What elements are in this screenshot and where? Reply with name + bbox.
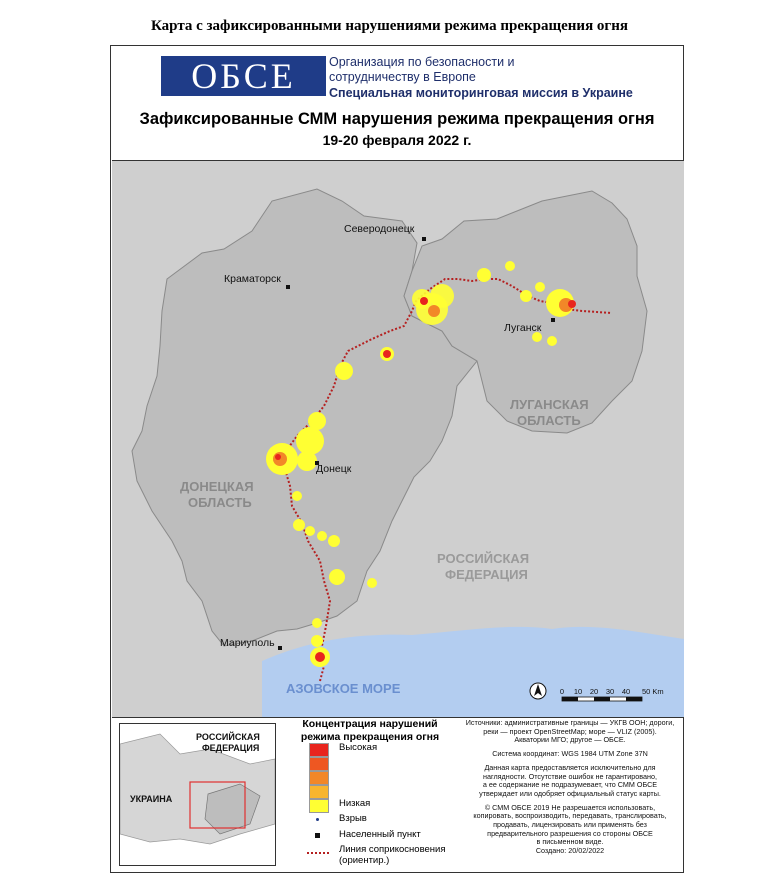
- scale-tick-0: 0: [559, 687, 565, 696]
- osce-logo: ОБСЕ: [161, 56, 326, 96]
- legend-label-contact-2: (ориентир.): [339, 855, 390, 866]
- legend-swatch-low: [309, 799, 329, 813]
- scale-tick-50: 50 Km: [642, 687, 664, 696]
- credits-copyright-2: копировать, воспроизводить, передавать, транслировать,: [473, 811, 667, 821]
- credits-sources-3: Акватории МГО; другое — ОБСЕ.: [514, 735, 626, 745]
- legend-swatch-3: [309, 771, 329, 785]
- legend-label-high: Высокая: [339, 742, 378, 753]
- credits: [461, 719, 679, 861]
- region-label-russia-1: РОССИЙСКАЯ: [437, 551, 530, 566]
- credits-disclaimer-1: Данная карта предоставляется исключительно для: [484, 762, 656, 772]
- legend-label-settlement: Населенный пункт: [339, 829, 421, 840]
- legend-swatch-4: [309, 785, 329, 799]
- page-title: Карта с зафиксированными нарушениями режима прекращения огня: [151, 18, 628, 34]
- map-header: [111, 46, 683, 161]
- scale-tick-10: 10: [573, 687, 583, 696]
- settlement-icon: [315, 833, 320, 838]
- credits-copyright-1: © СММ ОБСЕ 2019 Не разрешается использовать,: [484, 802, 656, 812]
- city-label-severodonetsk: Северодонецк: [344, 223, 415, 235]
- region-label-lugansk-1: ЛУГАНСКАЯ: [510, 397, 589, 412]
- credits-disclaimer-2: наглядности. Отсутствие ошибок не гарантировано,: [483, 771, 657, 781]
- org-name-line1: Организация по безопасности и: [329, 55, 515, 69]
- credits-created: Создано: 20/02/2022: [535, 846, 605, 856]
- settlement-lugansk: [551, 318, 555, 322]
- inset-map: [119, 723, 276, 866]
- city-label-donetsk: Донецк: [316, 463, 352, 475]
- legend-swatch-2: [309, 757, 329, 771]
- city-label-lugansk: Луганск: [504, 322, 542, 334]
- legend-title-2: режима прекращения огня: [300, 731, 440, 743]
- legend-swatch-high: [309, 743, 329, 757]
- scale-tick-30: 30: [605, 687, 615, 696]
- legend-label-low: Низкая: [339, 798, 371, 809]
- credits-copyright-3: продавать, лицензировать или применять без: [493, 820, 647, 830]
- settlement-mariupol: [278, 646, 282, 650]
- map-area[interactable]: [112, 160, 684, 718]
- region-label-donetsk-1: ДОНЕЦКАЯ: [180, 479, 254, 494]
- credits-sources-1: Источники: административные границы — УКГВ ООН; дороги,: [465, 718, 675, 727]
- credits-disclaimer-3: а ее содержание не подразумевает, что СММ ОБСЕ: [482, 780, 658, 790]
- scale-tick-20: 20: [589, 687, 599, 696]
- map-date: 19-20 февраля 2022 г.: [322, 132, 472, 148]
- mission-name: Специальная мониторинговая миссия в Украине: [329, 86, 633, 100]
- map-frame: [110, 45, 684, 873]
- credits-sources-2: реки — проект OpenStreetMap; море — VLIZ (2005).: [483, 726, 657, 736]
- settlement-kramatorsk: [286, 285, 290, 289]
- explosion-icon: [316, 818, 319, 821]
- map-title: Зафиксированные СММ нарушения режима прекращения огня: [139, 110, 655, 128]
- inset-ukraine: УКРАИНА: [130, 794, 173, 804]
- inset-russia-1: РОССИЙСКАЯ: [196, 732, 260, 742]
- legend-area: [111, 717, 683, 872]
- legend-label-contact-1: Линия соприкосновения: [339, 844, 446, 855]
- legend-title-1: Концентрация нарушений: [302, 718, 438, 730]
- settlement-severodonetsk: [422, 237, 426, 241]
- region-label-donetsk-2: ОБЛАСТЬ: [188, 495, 252, 510]
- legend-label-explosion: Взрыв: [339, 813, 367, 824]
- region-label-russia-2: ФЕДЕРАЦИЯ: [445, 567, 528, 582]
- credits-copyright-5: в письменном виде.: [536, 837, 604, 847]
- inset-russia-2: ФЕДЕРАЦИЯ: [202, 743, 260, 753]
- credits-copyright-4: предварительного разрешения со стороны ОБСЕ: [487, 828, 653, 838]
- contact-line-icon: [307, 852, 329, 854]
- scale-tick-40: 40: [621, 687, 631, 696]
- legend: [285, 717, 455, 866]
- map-svg[interactable]: [112, 161, 684, 717]
- region-label-lugansk-2: ОБЛАСТЬ: [517, 413, 581, 428]
- credits-disclaimer-4: утверждает или одобряет официальный статус карты.: [479, 788, 661, 798]
- credits-coord-system: Система координат: WGS 1984 UTM Zone 37N: [492, 749, 648, 759]
- city-label-kramatorsk: Краматорск: [224, 273, 281, 285]
- north-arrow: [530, 683, 546, 699]
- sea-label: АЗОВСКОЕ МОРЕ: [286, 681, 401, 696]
- org-name-line2: сотрудничеству в Европе: [329, 70, 476, 84]
- city-label-mariupol: Мариуполь: [220, 637, 275, 649]
